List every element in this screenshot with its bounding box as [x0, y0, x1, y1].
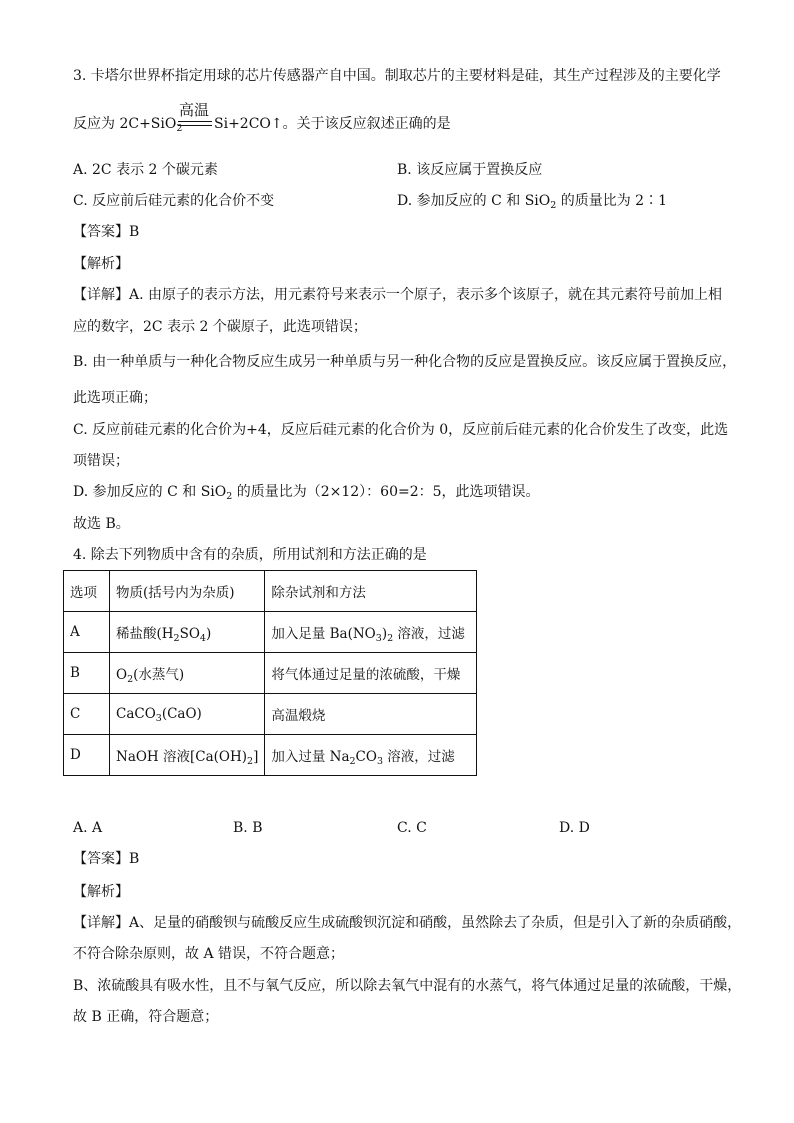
- row-option: A: [64, 612, 110, 653]
- method-text: 加入过量 Na: [271, 749, 350, 765]
- row-option: D: [64, 735, 110, 776]
- substance-text: ): [205, 626, 212, 642]
- method-sub: 3: [376, 756, 383, 767]
- q4-detail-b-line2: 故 B 正确，符合题意；: [73, 1009, 219, 1025]
- row-method: [265, 735, 477, 776]
- row-method: [265, 612, 477, 653]
- substance-text: (水蒸气): [133, 667, 185, 683]
- row-method: 将气体通过足量的浓硫酸，干燥: [265, 653, 477, 694]
- table-header-method: 除杂试剂和方法: [265, 571, 477, 612]
- substance-text: ]: [253, 749, 259, 765]
- method-text: 溶液，过滤: [393, 626, 465, 642]
- table-row: [64, 735, 477, 776]
- q3-answer: 【答案】B: [73, 224, 140, 240]
- q3-sub-sio2: 2: [176, 123, 183, 134]
- row-substance: [110, 735, 265, 776]
- method-text: 加入足量 Ba(NO: [271, 626, 376, 642]
- substance-sub: 3: [155, 713, 162, 724]
- q3-reaction-condition: 高温: [179, 101, 210, 119]
- method-sub: 2: [387, 633, 394, 644]
- substance-text: SO: [179, 626, 200, 642]
- q3-detail-d-calc: 的质量比为（2×12）：60=2：5，此选项错误。: [232, 484, 540, 500]
- table-row: [64, 653, 477, 694]
- q3-option-a: A. 2C 表示 2 个碳元素: [73, 162, 218, 178]
- row-substance: [110, 612, 265, 653]
- q4-detail-a-line1: 【详解】A、足量的硝酸钡与硫酸反应生成硫酸钡沉淀和硝酸，虽然除去了杂质，但是引入了新的杂质硝酸，: [73, 915, 742, 931]
- substance-sub: 2: [127, 674, 134, 685]
- q3-detail-c-line2: 项错误；: [73, 453, 129, 469]
- method-sub: 3: [375, 633, 382, 644]
- table-row: [64, 612, 477, 653]
- substance-sub: 2: [247, 756, 254, 767]
- row-substance: [110, 694, 265, 735]
- table-header-option: 选项: [64, 571, 110, 612]
- q3-detail-d-sub: 2: [226, 491, 233, 502]
- method-text: 溶液，过滤: [383, 749, 455, 765]
- row-option: B: [64, 653, 110, 694]
- q3-detail-a-line1: 【详解】A. 由原子的表示方法，用元素符号来表示一个原子，表示多个该原子，就在其元素符号前加上相: [73, 287, 723, 303]
- row-option: C: [64, 694, 110, 735]
- q3-option-c: C. 反应前后硅元素的化合价不变: [73, 193, 275, 209]
- substance-text: (CaO): [161, 706, 202, 722]
- q4-stem: 4. 除去下列物质中含有的杂质，所用试剂和方法正确的是: [73, 547, 427, 563]
- table-header-substance: 物质(括号内为杂质): [110, 571, 265, 612]
- q3-option-d-ratio: 的质量比为 2∶1: [556, 193, 667, 209]
- q3-conclusion: 故选 B。: [73, 516, 130, 532]
- q4-option-d: D. D: [559, 820, 590, 836]
- substance-sub: 2: [173, 633, 180, 644]
- substance-text: CaCO: [116, 706, 156, 722]
- method-text: CO: [355, 749, 377, 765]
- q3-detail-c-line1: C. 反应前硅元素的化合价为+4，反应后硅元素的化合价为 0，反应前后硅元素的化合价发生了改变，此选: [73, 422, 729, 438]
- row-substance: [110, 653, 265, 694]
- q4-answer: 【答案】B: [73, 851, 140, 867]
- method-text: ): [381, 626, 388, 642]
- q4-analysis-heading: 【解析】: [73, 884, 129, 900]
- q3-detail-a-line2: 应的数字，2C 表示 2 个碳原子，此选项错误；: [73, 319, 367, 335]
- substance-text: 稀盐酸(H: [116, 626, 174, 642]
- q3-stem-line2: [73, 114, 182, 134]
- q4-option-c: C. C: [397, 820, 427, 836]
- row-method: 高温煅烧: [265, 694, 477, 735]
- q3-detail-d: [73, 482, 540, 502]
- q3-option-d-text: D. 参加反应的 C 和 SiO: [397, 193, 551, 209]
- substance-sub: 4: [199, 633, 206, 644]
- q4-option-b: B. B: [233, 820, 263, 836]
- table-header-row: [64, 571, 477, 612]
- q3-detail-d-text: D. 参加反应的 C 和 SiO: [73, 484, 227, 500]
- q3-equation-equals-sign: [178, 121, 212, 126]
- q3-option-b: B. 该反应属于置换反应: [397, 162, 543, 178]
- q3-detail-b-line1: B. 由一种单质与一种化合物反应生成另一种单质与另一种化合物的反应是置换反应。该反应属于置换反应，: [73, 354, 737, 370]
- q3-analysis-heading: 【解析】: [73, 256, 129, 272]
- q4-detail-b-line1: B、浓硫酸具有吸水性，且不与氧气反应，所以除去氧气中混有的水蒸气，将气体通过足量的浓硫酸，干燥，: [73, 978, 742, 994]
- q3-option-d-sub: 2: [550, 200, 557, 211]
- substance-text: O: [116, 667, 128, 683]
- q4-detail-a-line2: 不符合除杂原则，故 A 错误，不符合题意；: [73, 946, 345, 962]
- substance-text: NaOH 溶液[Ca(OH): [116, 749, 248, 765]
- method-sub: 2: [349, 756, 356, 767]
- q3-option-d: [397, 191, 667, 211]
- q3-stem-line1: 3. 卡塔尔世界杯指定用球的芯片传感器产自中国。制取芯片的主要材料是硅，其生产过程涉及的主要化学: [73, 68, 721, 84]
- table-row: [64, 694, 477, 735]
- q3-detail-b-line2: 此选项正确；: [73, 390, 157, 406]
- q4-options-table: [63, 570, 477, 776]
- q3-equation-left: 反应为 2C+SiO: [73, 116, 177, 132]
- q4-option-a: A. A: [73, 820, 103, 836]
- q3-equation-right: Si+2CO↑。关于该反应叙述正确的是: [214, 116, 451, 132]
